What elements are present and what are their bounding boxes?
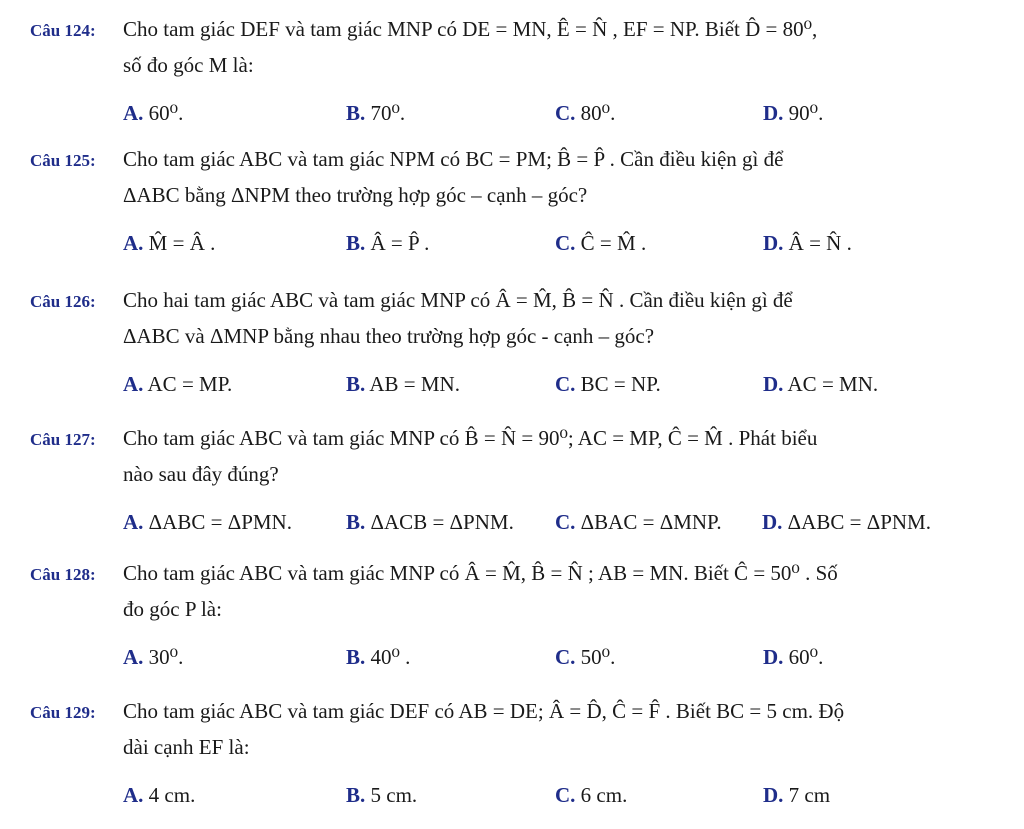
option-label: C. [555, 372, 576, 396]
option-label: A. [123, 645, 144, 669]
option-text: 50⁰. [580, 645, 616, 669]
question-text: Cho tam giác ABC và tam giác NPM có BC = PM; B̂ = P̂ . Cần điều kiện gì để [123, 147, 784, 171]
question-text-continued: dài cạnh EF là: [123, 735, 250, 759]
option-label: A. [123, 101, 144, 125]
option-a[interactable] [123, 640, 183, 674]
option-label: A. [123, 231, 144, 255]
option-c[interactable] [555, 367, 661, 401]
question-text-continued: số đo góc M là: [123, 53, 254, 77]
option-label: C. [555, 645, 576, 669]
option-b[interactable] [346, 226, 429, 260]
option-label: D. [763, 783, 784, 807]
option-label: B. [346, 231, 366, 255]
option-text: AC = MN. [787, 372, 879, 396]
question-129 [30, 694, 990, 812]
option-c[interactable] [555, 778, 627, 812]
option-c[interactable] [555, 96, 615, 130]
question-number: Câu 124: [30, 21, 96, 40]
question-number: Câu 129: [30, 703, 96, 722]
question-line [30, 12, 990, 48]
option-text: 90⁰. [788, 101, 824, 125]
option-d[interactable] [763, 367, 878, 401]
option-label: D. [763, 645, 784, 669]
option-text: AC = MP. [147, 372, 233, 396]
answer-options [30, 367, 990, 401]
option-b[interactable] [346, 778, 417, 812]
option-text: 6 cm. [580, 783, 628, 807]
option-text: 80⁰. [580, 101, 616, 125]
option-label: D. [763, 101, 784, 125]
answer-options [30, 640, 990, 674]
option-text: 60⁰. [788, 645, 824, 669]
question-text: Cho tam giác ABC và tam giác DEF có AB = DE; Â = D̂, Ĉ = F̂ . Biết BC = 5 cm. Độ [123, 699, 845, 723]
question-number: Câu 126: [30, 292, 96, 311]
question-text-continued: đo góc P là: [123, 597, 222, 621]
option-a[interactable] [123, 96, 183, 130]
option-a[interactable] [123, 226, 215, 260]
question-127 [30, 421, 990, 539]
option-text: BC = NP. [580, 372, 661, 396]
option-text: 30⁰. [148, 645, 184, 669]
question-number: Câu 128: [30, 565, 96, 584]
option-label: A. [123, 510, 144, 534]
option-text: M̂ = Â . [148, 231, 216, 255]
option-label: D. [762, 510, 783, 534]
option-label: A. [123, 372, 144, 396]
answer-options [30, 226, 990, 260]
option-c[interactable] [555, 226, 646, 260]
option-label: B. [346, 372, 366, 396]
option-d[interactable] [762, 505, 931, 539]
question-128 [30, 556, 990, 674]
option-label: B. [346, 783, 366, 807]
answer-options [30, 96, 990, 130]
question-126 [30, 283, 990, 401]
option-text: ΔABC = ΔPNM. [787, 510, 931, 534]
option-text: ΔACB = ΔPNM. [370, 510, 514, 534]
option-text: AB = MN. [369, 372, 460, 396]
question-text: Cho tam giác ABC và tam giác MNP có B̂ = N̂ = 90⁰; AC = MP, Ĉ = M̂ . Phát biểu [123, 426, 818, 450]
question-text: Cho tam giác ABC và tam giác MNP có Â = M̂, B̂ = N̂ ; AB = MN. Biết Ĉ = 50⁰ . Số [123, 561, 838, 585]
option-text: Â = N̂ . [788, 231, 852, 255]
option-label: C. [555, 101, 576, 125]
option-b[interactable] [346, 640, 410, 674]
option-text: 70⁰. [370, 101, 406, 125]
question-line [30, 283, 990, 319]
option-text: 40⁰ . [370, 645, 411, 669]
option-b[interactable] [346, 505, 514, 539]
option-a[interactable] [123, 367, 232, 401]
option-label: B. [346, 510, 366, 534]
option-b[interactable] [346, 96, 405, 130]
option-d[interactable] [763, 640, 823, 674]
option-d[interactable] [763, 96, 823, 130]
question-text-continued: ΔABC bằng ΔNPM theo trường hợp góc – cạnh – góc? [123, 183, 588, 207]
option-text: Â = P̂ . [370, 231, 430, 255]
option-c[interactable] [555, 505, 722, 539]
question-line [30, 556, 990, 592]
option-label: B. [346, 645, 366, 669]
question-line [30, 142, 990, 178]
option-label: B. [346, 101, 366, 125]
option-text: 60⁰. [148, 101, 184, 125]
option-label: C. [555, 783, 576, 807]
option-text: ΔBAC = ΔMNP. [580, 510, 722, 534]
option-label: A. [123, 783, 144, 807]
question-text-continued: ΔABC và ΔMNP bằng nhau theo trường hợp góc - cạnh – góc? [123, 324, 655, 348]
option-text: ΔABC = ΔPMN. [148, 510, 292, 534]
question-text-continued: nào sau đây đúng? [123, 462, 279, 486]
option-label: C. [555, 231, 576, 255]
option-a[interactable] [123, 505, 292, 539]
question-line [30, 421, 990, 457]
option-d[interactable] [763, 226, 852, 260]
option-text: 4 cm. [148, 783, 196, 807]
option-c[interactable] [555, 640, 615, 674]
option-a[interactable] [123, 778, 195, 812]
answer-options [30, 505, 990, 539]
option-text: 7 cm [788, 783, 831, 807]
option-label: C. [555, 510, 576, 534]
option-b[interactable] [346, 367, 460, 401]
option-label: D. [763, 231, 784, 255]
option-d[interactable] [763, 778, 830, 812]
question-124 [30, 12, 990, 130]
question-line [30, 694, 990, 730]
question-number: Câu 127: [30, 430, 96, 449]
question-text: Cho tam giác DEF và tam giác MNP có DE = MN, Ê = N̂ , EF = NP. Biết D̂ = 80⁰, [123, 17, 818, 41]
option-text: Ĉ = M̂ . [580, 231, 647, 255]
option-label: D. [763, 372, 784, 396]
question-number: Câu 125: [30, 151, 96, 170]
option-text: 5 cm. [370, 783, 418, 807]
answer-options [30, 778, 990, 812]
question-125 [30, 142, 990, 260]
question-text: Cho hai tam giác ABC và tam giác MNP có Â = M̂, B̂ = N̂ . Cần điều kiện gì để [123, 288, 793, 312]
